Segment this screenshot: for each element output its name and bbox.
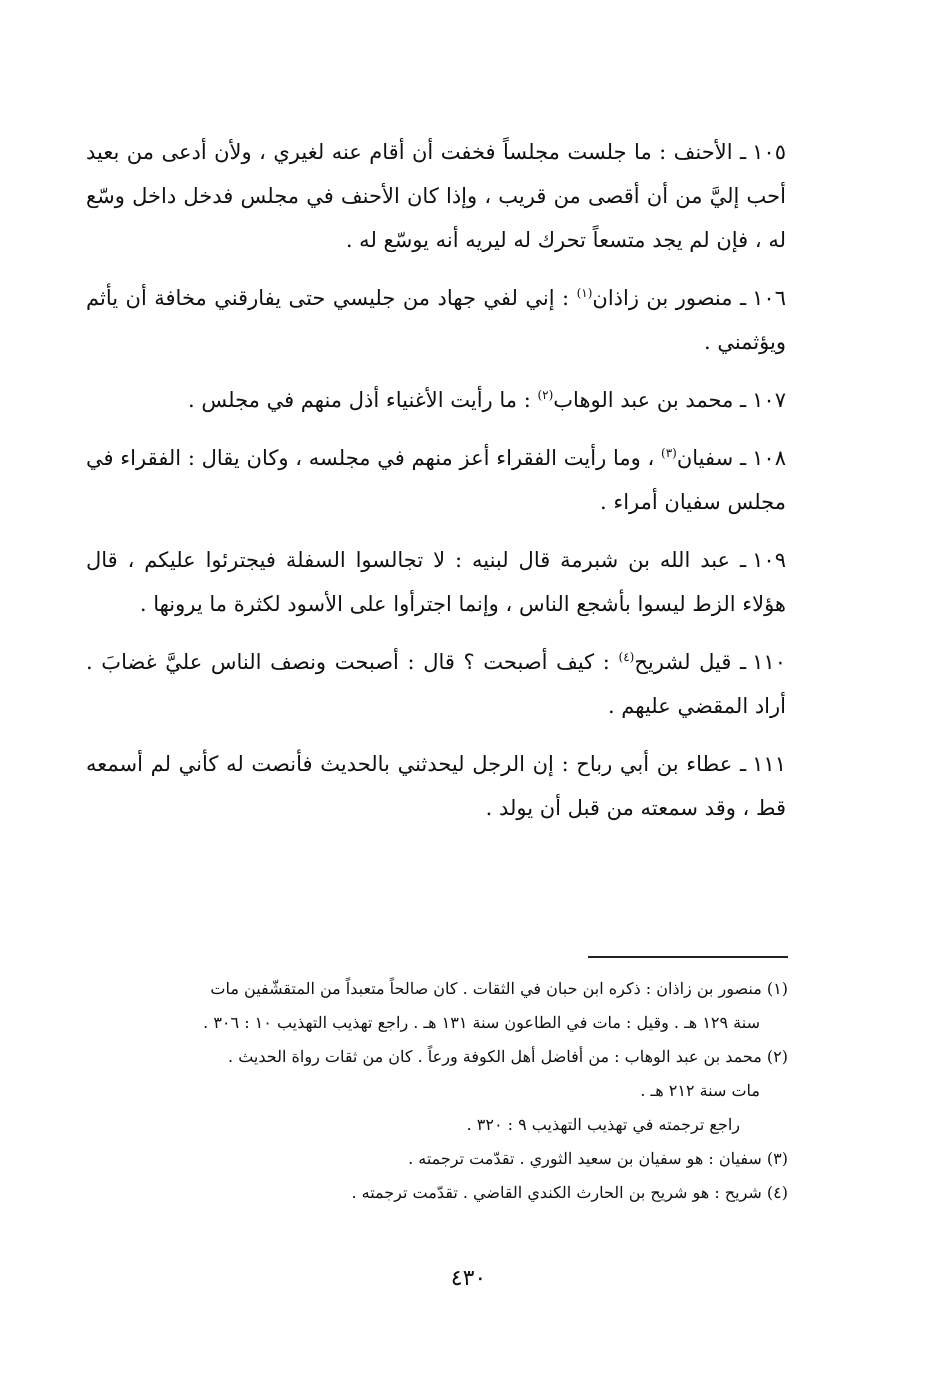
entry-text: ـ عبد الله بن شبرمة قال لبنيه : لا تجالسوا السفلة فيجترئوا عليكم ، قال هؤلاء الزط ليسوا بأشجع الناس ، وإنما اجترأوا على الأسود لكثرة ما يرونها . <box>86 548 786 616</box>
entry-text: ـ محمد بن عبد الوهاب <box>553 388 747 412</box>
footnote-ref: (٢) <box>537 388 554 402</box>
entry-text: ـ منصور بن زاذان <box>592 286 747 310</box>
entry-number: ١٠٥ <box>752 140 786 164</box>
footnote-continuation: سنة ١٢٩ هـ . وقيل : مات في الطاعون سنة ١٣١ هـ . راجع تهذيب التهذيب ١٠ : ٣٠٦ . <box>203 1013 760 1032</box>
entry-text: ـ سفيان <box>676 446 747 470</box>
entry-107 <box>86 378 786 422</box>
footnote-text: شريح : هو شريح بن الحارث الكندي القاضي . تقدّمت ترجمته . <box>351 1183 762 1202</box>
footnote-text: منصور بن زاذان : ذكره ابن حبان في الثقات . كان صالحاً متعبداً من المتقشّفين مات <box>210 979 762 998</box>
entry-text: : كيف أصبحت ؟ قال : أصبحت ونصف الناس عليَّ غضابَ . أراد المقضي عليهم . <box>86 650 786 718</box>
footnote-marker: (١) <box>766 979 788 998</box>
entry-text: : إني لفي جهاد من جليسي حتى يفارقني مخافة أن يأثم ويؤثمني . <box>86 286 786 354</box>
entry-text: ـ عطاء بن أبي رباح : إن الرجل ليحدثني بالحديث فأنصت له كأني لم أسمعه قط ، وقد سمعته من قبل أن يولد . <box>86 752 786 820</box>
entry-number: ١٠٨ <box>752 446 786 470</box>
main-text <box>86 130 786 844</box>
footnote-marker: (٤) <box>766 1183 788 1202</box>
entry-text: ، وما رأيت الفقراء أعز منهم في مجلسه ، وكان يقال : الفقراء في مجلس سفيان أمراء . <box>86 446 786 514</box>
entry-number: ١٠٦ <box>752 286 786 310</box>
page-number: ٤٣٠ <box>450 1266 487 1291</box>
entry-number: ١٠٩ <box>752 548 786 572</box>
entry-106 <box>86 276 786 364</box>
footnote-3 <box>86 1142 788 1176</box>
footnote-ref: (١) <box>576 286 593 300</box>
entry-109 <box>86 538 786 626</box>
footnote-2 <box>86 1040 788 1108</box>
footnote-ref: (٣) <box>661 446 677 460</box>
footnote-divider <box>588 956 788 958</box>
footnote-2-ref <box>86 1108 788 1142</box>
entry-111 <box>86 742 786 830</box>
entry-108 <box>86 436 786 524</box>
entry-105 <box>86 130 786 262</box>
footnote-4 <box>86 1176 788 1210</box>
footnote-text: راجع ترجمته في تهذيب التهذيب ٩ : ٣٢٠ . <box>466 1115 740 1134</box>
footnote-marker: (٢) <box>766 1047 788 1066</box>
entry-number: ١١٠ <box>752 650 786 674</box>
entry-text: ـ الأحنف : ما جلست مجلساً فخفت أن أقام عنه لغيري ، ولأن أدعى من بعيد أحب إليَّ من أن أقصى من قريب ، وإذا كان الأحنف في مجلس فدخل داخل وسّع له ، فإن لم يجد متسعاً تحرك له ليريه أنه يوسّع له . <box>86 140 786 252</box>
entry-number: ١٠٧ <box>752 388 786 412</box>
entry-text: : ما رأيت الأغنياء أذل منهم في مجلس . <box>188 388 538 412</box>
footnote-text: محمد بن عبد الوهاب : من أفاضل أهل الكوفة ورعاً . كان من ثقات رواة الحديث . <box>228 1047 762 1066</box>
footnote-continuation: مات سنة ٢١٢ هـ . <box>640 1081 760 1100</box>
entry-110 <box>86 640 786 728</box>
entry-text: ـ قيل لشريح <box>634 650 747 674</box>
entry-number: ١١١ <box>752 752 786 776</box>
footnote-1 <box>86 972 788 1040</box>
footnote-marker: (٣) <box>766 1149 788 1168</box>
footnotes <box>86 972 788 1210</box>
footnote-ref: (٤) <box>618 650 635 664</box>
footnote-text: سفيان : هو سفيان بن سعيد الثوري . تقدّمت ترجمته . <box>408 1149 762 1168</box>
